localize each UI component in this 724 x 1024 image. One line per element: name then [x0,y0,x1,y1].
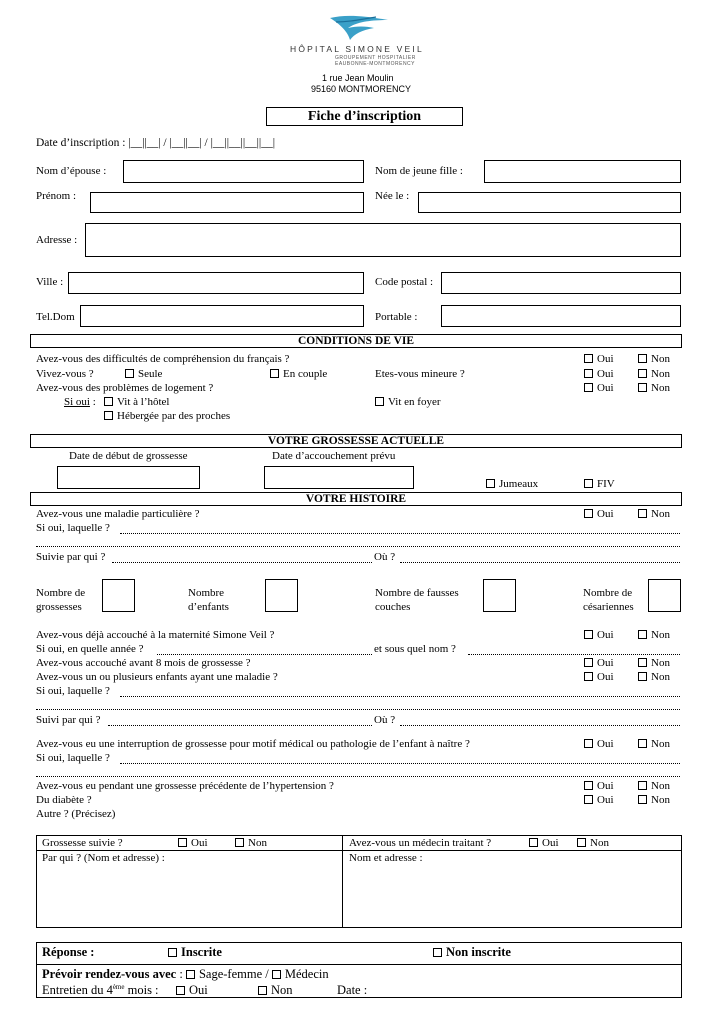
hebergee-proches[interactable]: Hébergée par des proches [104,410,230,422]
q-mineure-oui[interactable]: Oui [584,368,614,380]
q-accouche-sv-oui[interactable]: Oui [584,629,614,641]
q-maladie-non[interactable]: Non [638,508,670,520]
q-francais-oui[interactable]: Oui [584,353,614,365]
prenom-label: Prénom : [36,190,77,202]
checkbox-icon [125,369,134,378]
ville-field[interactable] [68,272,364,294]
ou-label-2: Où ? [374,714,396,726]
q-francais: Avez-vous des difficultés de compréhension du français ? [36,353,290,365]
suivie-par-qui-line[interactable] [112,562,372,563]
nom-jeune-fille-label: Nom de jeune fille : [375,165,463,177]
portable-field[interactable] [441,305,681,327]
q-diabete: Du diabète ? [36,794,92,806]
grossesse-suivie-label: Grossesse suivie ? [42,837,123,849]
q-logement-non[interactable]: Non [638,382,670,394]
entretien-label: Entretien du 4ème mois : [42,983,159,998]
checkbox-icon [577,838,586,847]
vivez-en-couple[interactable]: En couple [270,368,327,380]
q-avant-8-non[interactable]: Non [638,657,670,669]
checkbox-icon [584,630,593,639]
q-hypertension-oui[interactable]: Oui [584,780,614,792]
q-avant-8-oui[interactable]: Oui [584,657,614,669]
hospital-name: HÔPITAL SIMONE VEIL [290,44,424,54]
checkbox-icon [584,658,593,667]
q-interruption-non[interactable]: Non [638,738,670,750]
checkbox-icon [186,970,195,979]
form-title-text: Fiche d’inscription [307,109,422,124]
checkbox-icon [638,658,647,667]
nom-epouse-field[interactable] [123,160,364,183]
section-grossesse-actuelle: VOTRE GROSSESSE ACTUELLE [30,434,682,448]
checkbox-icon [168,948,177,957]
checkbox-icon [375,397,384,406]
annee-line[interactable] [157,654,372,655]
nb-enfants-field[interactable] [265,579,298,612]
q-vivez: Vivez-vous ? [36,368,94,380]
vivez-seule[interactable]: Seule [125,368,162,380]
suivi-divider-v [342,835,343,928]
q-interruption: Avez-vous eu une interruption de grossesse pour motif médical ou pathologie de l’enfant à naître ? [36,738,470,750]
reponse-divider [36,964,682,965]
reponse-inscrite[interactable]: Inscrite [168,945,222,960]
nb-fausses-label-2: couches [375,601,411,613]
q-hypertension-non[interactable]: Non [638,780,670,792]
q-accouche-sv: Avez-vous déjà accouché à la maternité Simone Veil ? [36,629,275,641]
hospital-logo [326,14,392,42]
vit-foyer[interactable]: Vit en foyer [375,396,441,408]
checkbox-icon [638,630,647,639]
date-debut-label: Date de début de grossesse [69,450,188,462]
checkbox-icon [638,739,647,748]
nb-enfants-label-2: d’enfants [188,601,229,613]
enfants-laquelle-label: Si oui, laquelle ? [36,685,110,697]
checkbox-icon [638,795,647,804]
sous-quel-nom-label: et sous quel nom ? [374,643,456,655]
section-votre-histoire: VOTRE HISTOIRE [30,492,682,506]
ville-label: Ville : [36,276,64,288]
nb-fausses-label-1: Nombre de fausses [375,587,459,599]
nb-grossesses-label-1: Nombre de [36,587,86,599]
date-inscription[interactable]: Date d’inscription : |__||__| / |__||__| / |__||__||__||__| [36,137,276,149]
hospital-sub2: EAUBONNE-MONTMORENCY [335,61,416,67]
checkbox-icon [529,838,538,847]
q-hypertension: Avez-vous eu pendant une grossesse précédente de l’hypertension ? [36,780,334,792]
code-postal-field[interactable] [441,272,681,294]
entretien-non[interactable]: Non [258,983,293,998]
checkbox-icon [584,795,593,804]
prevoir-rdv: Prévoir rendez-vous avec : Sage-femme / Médecin [42,967,329,981]
q-accouche-sv-non[interactable]: Non [638,629,670,641]
ou-line-2[interactable] [400,725,680,726]
q-diabete-non[interactable]: Non [638,794,670,806]
checkbox-icon [638,509,647,518]
portable-label: Portable : [375,311,418,323]
form-title [266,107,463,126]
maladie-laquelle-line[interactable] [120,533,680,534]
nom-adresse-label: Nom et adresse : [349,852,423,864]
nb-cesar-label-2: césariennes [583,601,634,613]
medecin-traitant-non[interactable]: Non [577,837,609,849]
par-qui-label: Par qui ? (Nom et adresse) : [42,852,165,864]
maladie-laquelle-label: Si oui, laquelle ? [36,522,110,534]
address-line-2: 95160 MONTMORENCY [311,84,412,94]
q-maladie: Avez-vous une maladie particulière ? [36,508,200,520]
address-line-1: 1 rue Jean Moulin [322,73,394,83]
nb-enfants-label-1: Nombre [188,587,225,599]
checkbox-icon [235,838,244,847]
checkbox-icon [176,986,185,995]
checkbox-icon [638,354,647,363]
q-logement-oui[interactable]: Oui [584,382,614,394]
vit-hotel[interactable]: Vit à l’hôtel [104,396,170,408]
entretien-oui[interactable]: Oui [176,983,208,998]
prevoir-label: Prévoir rendez-vous avec [42,967,177,981]
nee-le-field[interactable] [418,192,681,213]
checkbox-icon [584,739,593,748]
grossesse-suivie-oui[interactable]: Oui [178,837,208,849]
rdv-sage-femme[interactable]: Sage-femme / [186,967,269,981]
checkbox-icon [104,397,113,406]
ou-line-1[interactable] [400,562,680,563]
checkbox-icon [638,781,647,790]
hospital-sub1: GROUPEMENT HOSPITALIER [335,55,416,61]
checkbox-icon [584,479,593,488]
reponse-non-inscrite[interactable]: Non inscrite [433,945,511,960]
nb-cesar-field[interactable] [648,579,681,612]
q-enfants-maladie-non[interactable]: Non [638,671,670,683]
checkbox-icon [584,383,593,392]
nb-grossesses-field[interactable] [102,579,135,612]
nb-fausses-field[interactable] [483,579,516,612]
nom-jeune-fille-field[interactable] [484,160,681,183]
nb-grossesses-label-2: grossesses [36,601,82,613]
jumeaux-option[interactable]: Jumeaux [486,478,538,490]
q-enfants-maladie: Avez-vous un ou plusieurs enfants ayant une maladie ? [36,671,278,683]
code-postal-label: Code postal : [375,276,434,288]
grossesse-suivie-non[interactable]: Non [235,837,267,849]
q-mineure-non[interactable]: Non [638,368,670,380]
tel-dom-field[interactable] [80,305,364,327]
tel-dom-label: Tel.Dom [36,311,75,323]
suivi-divider-h [36,850,682,851]
checkbox-icon [638,383,647,392]
prenom-field[interactable] [90,192,364,213]
q-diabete-oui[interactable]: Oui [584,794,614,806]
checkbox-icon [270,369,279,378]
q-enfants-maladie-oui[interactable]: Oui [584,671,614,683]
annee-label: Si oui, en quelle année ? [36,643,144,655]
maladie-extra-line[interactable] [36,546,680,547]
q-maladie-oui[interactable]: Oui [584,508,614,520]
adresse-field[interactable] [85,223,681,257]
checkbox-icon [178,838,187,847]
fiv-option[interactable]: FIV [584,478,615,490]
suivi-par-qui-label: Suivi par qui ? [36,714,101,726]
date-debut-field[interactable] [57,466,200,489]
q-avant-8: Avez-vous accouché avant 8 mois de grossesse ? [36,657,251,669]
date-accouchement-field[interactable] [264,466,414,489]
q-interruption-oui[interactable]: Oui [584,738,614,750]
interruption-laquelle-label: Si oui, laquelle ? [36,752,110,764]
enfants-laquelle-line[interactable] [120,696,680,697]
entretien-date-label: Date : [337,983,368,997]
checkbox-icon [584,369,593,378]
nom-epouse-label: Nom d’épouse : [36,165,107,177]
checkbox-icon [584,781,593,790]
enfants-extra-line[interactable] [36,709,680,710]
nee-le-label: Née le : [375,190,410,202]
interruption-laquelle-line[interactable] [120,763,680,764]
rdv-medecin[interactable]: Médecin [272,967,329,981]
checkbox-icon [584,354,593,363]
checkbox-icon [584,672,593,681]
medecin-traitant-label: Avez-vous un médecin traitant ? [349,837,492,849]
q-logement: Avez-vous des problèmes de logement ? [36,382,214,394]
ou-label-1: Où ? [374,551,396,563]
section-conditions-de-vie: CONDITIONS DE VIE [30,334,682,348]
si-oui-logement: Si oui : [64,396,96,408]
interruption-extra-line[interactable] [36,776,680,777]
medecin-traitant-oui[interactable]: Oui [529,837,559,849]
checkbox-icon [272,970,281,979]
checkbox-icon [584,509,593,518]
checkbox-icon [486,479,495,488]
checkbox-icon [638,369,647,378]
checkbox-icon [433,948,442,957]
reponse-label: Réponse : [42,945,95,959]
date-accouchement-label: Date d’accouchement prévu [272,450,396,462]
q-autre: Autre ? (Précisez) [36,808,116,820]
sous-quel-nom-line[interactable] [468,654,680,655]
adresse-label: Adresse : [36,234,78,246]
q-mineure: Etes-vous mineure ? [375,368,465,380]
checkbox-icon [638,672,647,681]
checkbox-icon [104,411,113,420]
q-francais-non[interactable]: Non [638,353,670,365]
suivi-par-qui-line[interactable] [108,725,372,726]
nb-cesar-label-1: Nombre de [583,587,633,599]
suivie-par-qui-label: Suivie par qui ? [36,551,106,563]
checkbox-icon [258,986,267,995]
